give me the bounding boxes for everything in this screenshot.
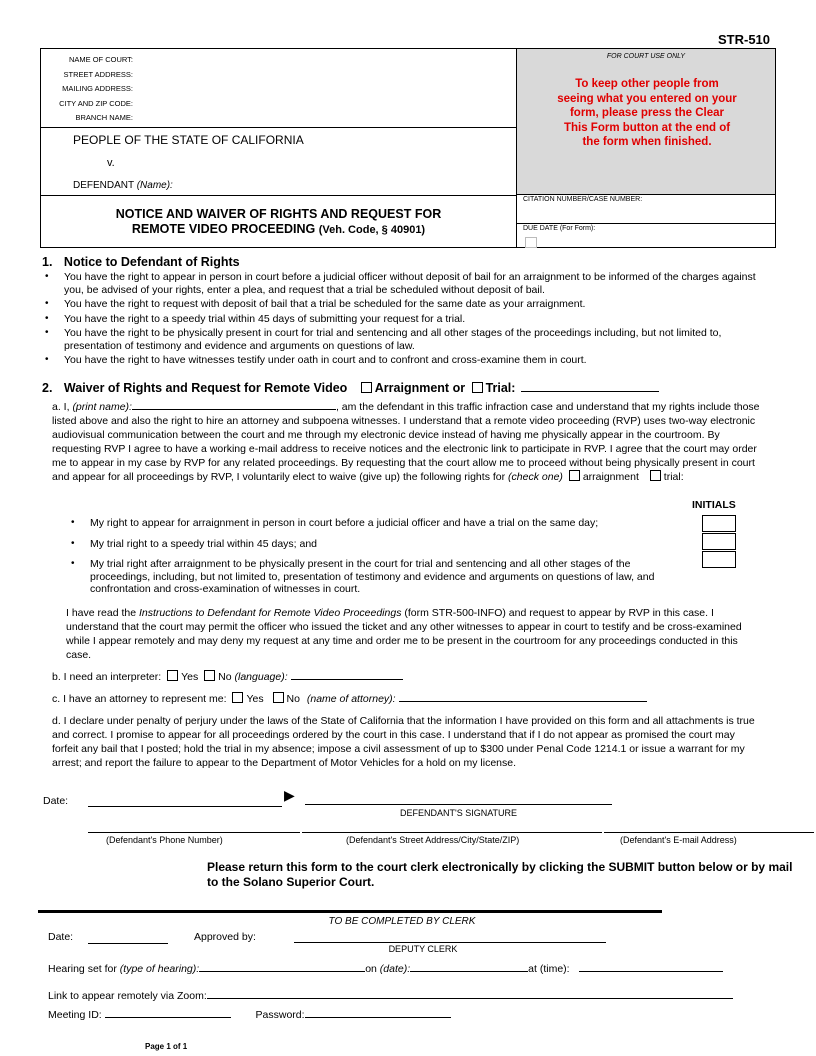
signature-field[interactable] [305, 804, 612, 805]
check-one-hint: (check one) [508, 471, 563, 483]
versus-label: v. [107, 157, 115, 169]
item-a-label: a. I, [52, 401, 70, 413]
form-title-line2: REMOTE VIDEO PROCEEDING [131, 222, 316, 236]
address-field[interactable] [302, 832, 602, 833]
declaration-paragraph: d. I declare under penalty of perjury under the laws of the State of California that the information I have provided on this form and all attachments is true and correct. I promise to appear for all proceedings ordered by the court in this case. I understand that if I do not appear as promised the court may forfeit any bail that I posted; hold the trial in my absence; impose a civil assessment of up to $300 under Penal Code 1214.1 or issue a warrant for my arrest; and report the failure to appear to the Department of Motor Vehicles for a hold on my license. [52, 715, 755, 769]
list-item: • You have the right to appear in person in court before a judicial officer without deposit of bail for an arraignment to be informed of the charges against you, be advised of your rights, enter a plea, and request that a trial be scheduled without deposit of bail. [42, 271, 762, 296]
rights-list-container [42, 271, 762, 369]
initials-box-arraignment[interactable] [702, 515, 736, 532]
waive-arraignment-label: arraignment [582, 471, 639, 483]
password-field[interactable] [305, 1007, 451, 1018]
hearing-date-field[interactable] [410, 961, 528, 972]
list-item: • You have the right to request with deposit of bail that a trial be scheduled for the same date as your arraignment. [42, 298, 762, 311]
branch-name-label: BRANCH NAME: [75, 113, 133, 122]
sign-date-label: Date: [43, 795, 69, 807]
city-zip-label: CITY AND ZIP CODE: [59, 98, 133, 108]
read-text-end: (form STR-500-INFO) and request to appear by RVP in this case. I understand that the court may permit the officer who issued the ticket and any other witnesses to appear in court to testify and be cross-examined while I appear remotely and may deny my request at any time and order me to be present in the courtroom for any proceedings conducted in this case. [66, 607, 742, 661]
interpreter-yes-label: Yes [181, 671, 199, 683]
caption-divider [41, 127, 516, 128]
list-item: • My trial right to a speedy trial within 45 days; and [68, 538, 678, 551]
hearing-time-label: at (time): [528, 963, 570, 975]
section1-heading [42, 255, 240, 269]
section1-title: Notice to Defendant of Rights [63, 255, 240, 269]
attorney-name-field[interactable] [399, 691, 647, 702]
caption-box [40, 48, 516, 248]
citation-divider [517, 223, 775, 224]
hearing-time-field[interactable] [579, 961, 723, 972]
trial-option-label: Trial: [485, 381, 516, 395]
section2-title: Waiver of Rights and Request for Remote Video [63, 381, 348, 395]
rights-list [42, 271, 762, 367]
hearing-type-field[interactable] [199, 961, 365, 972]
court-use-panel [516, 48, 776, 248]
waive-trial-label: trial: [663, 471, 684, 483]
meeting-id-label: Meeting ID: [48, 1009, 102, 1021]
attorney-no-label: No [286, 693, 300, 705]
instructions-title: Instructions to Defendant for Remote Video Proceedings [138, 607, 402, 619]
street-address-label: STREET ADDRESS: [63, 69, 133, 79]
form-title-code: (Veh. Code, § 40901) [318, 224, 426, 236]
language-hint: (language): [234, 671, 288, 683]
initials-label: INITIALS [692, 499, 736, 511]
people-label: PEOPLE OF THE STATE OF CALIFORNIA [73, 133, 304, 147]
court-info-labels [41, 53, 133, 126]
form-title [41, 207, 516, 238]
signature-label: DEFENDANT'S SIGNATURE [399, 808, 518, 818]
phone-field[interactable] [88, 832, 300, 833]
waive-arraignment-checkbox[interactable] [569, 470, 580, 481]
citation-number-field[interactable]: CITATION NUMBER/CASE NUMBER: [523, 196, 643, 203]
meeting-row [48, 1007, 451, 1022]
trial-checkbox[interactable] [472, 382, 483, 393]
list-item: • You have the right to be physically present in court for trial and sentencing and all other stages of the proceedings including, but not limited to, presentation of testimony and evidence and arguments on questions of law. [42, 327, 762, 352]
hearing-type-hint: (type of hearing): [119, 963, 200, 975]
phone-label: (Defendant's Phone Number) [106, 835, 223, 845]
form-title-line1: NOTICE AND WAIVER OF RIGHTS AND REQUEST FOR [115, 207, 442, 221]
attorney-row [52, 691, 647, 706]
clerk-heading: TO BE COMPLETED BY CLERK [328, 916, 476, 927]
signature-arrow-icon: ▶ [284, 787, 295, 803]
privacy-warning: To keep other people from seeing what you entered on your form, please press the Clear This Form button at the end of the form when finished. [557, 78, 737, 148]
waiver-bullets [68, 517, 678, 596]
section2-heading [42, 381, 659, 395]
list-item: • You have the right to a speedy trial within 45 days of submitting your request for a trial. [42, 313, 762, 326]
deputy-clerk-label: DEPUTY CLERK [388, 944, 458, 954]
meeting-id-field[interactable] [105, 1007, 231, 1018]
attorney-name-hint: (name of attorney): [306, 693, 396, 705]
hearing-row [48, 961, 723, 976]
return-instructions: Please return this form to the court clerk electronically by clicking the SUBMIT button below or by mail to the Solano Superior Court. [207, 860, 793, 889]
form-number: STR-510 [718, 32, 771, 47]
waive-trial-checkbox[interactable] [650, 470, 661, 481]
clerk-divider [38, 910, 662, 913]
waiver-text: , am the defendant in this traffic infraction case and understand that my rights include those listed above and also the right to hire an attorney and subpoena witnesses. I understand that a remote video proceeding (RVP) uses two-way electronic audiovisual communication between the court and me through my electronic device instead of having me physically appear in the courtroom. By requesting RVP I agree to have a working e-mail address to receive notices and the electronic link to participate in RVP. I agree that the court may order me to appear in my case by RVP for any related proceedings. By requesting that the court allow me to proceed without being physically present in court and appear for all proceedings by RVP, I voluntarily elect to waive (give up) the following rights for [52, 401, 760, 483]
defendant-name-hint: (Name): [136, 180, 173, 191]
initials-box-speedy-trial[interactable] [702, 533, 736, 550]
due-date-checkbox[interactable] [525, 237, 537, 248]
instructions-paragraph [66, 606, 764, 662]
email-label: (Defendant's E-mail Address) [620, 835, 737, 845]
defendant-label: DEFENDANT [73, 180, 134, 191]
language-field[interactable] [291, 669, 403, 680]
waiver-paragraph [52, 399, 764, 484]
password-label: Password: [255, 1009, 305, 1021]
zoom-row [48, 988, 733, 1003]
initials-box-presence[interactable] [702, 551, 736, 568]
address-label: (Defendant's Street Address/City/State/ZIP) [346, 835, 520, 845]
court-name-label: NAME OF COURT: [68, 55, 133, 64]
zoom-link-field[interactable] [207, 988, 733, 999]
print-name-hint: (print name): [72, 401, 132, 413]
approved-by-field[interactable] [294, 942, 606, 943]
interpreter-yes-checkbox[interactable] [167, 670, 178, 681]
arraignment-checkbox[interactable] [361, 382, 372, 393]
page-number: Page 1 of 1 [145, 1042, 188, 1051]
trial-type-field[interactable] [521, 381, 659, 392]
approved-by-label: Approved by: [194, 931, 256, 943]
hearing-date-hint: (date): [379, 963, 411, 975]
attorney-label: c. I have an attorney to represent me: [52, 693, 227, 705]
due-date-label: DUE DATE (For Form): [523, 225, 596, 232]
clerk-date-label: Date: [48, 931, 74, 943]
list-item: • My right to appear for arraignment in person in court before a judicial officer and have a trial on the same day; [68, 517, 678, 530]
defendant-name-field[interactable] [73, 180, 173, 191]
section2-number: 2. [42, 381, 53, 395]
zoom-label: Link to appear remotely via Zoom: [48, 990, 207, 1002]
attorney-no-checkbox[interactable] [273, 692, 284, 703]
court-use-box [517, 49, 775, 195]
interpreter-label: b. I need an interpreter: [52, 671, 162, 683]
waiver-list [68, 517, 678, 598]
list-item: • You have the right to have witnesses testify under oath in court and to confront and cross-examine them in court. [42, 354, 762, 367]
interpreter-no-label: No [218, 671, 232, 683]
mailing-address-label: MAILING ADDRESS: [62, 84, 133, 93]
attorney-yes-label: Yes [246, 693, 264, 705]
title-divider [41, 195, 516, 196]
sign-date-field[interactable] [88, 806, 282, 807]
interpreter-row [52, 669, 403, 684]
hearing-label: Hearing set for [48, 963, 117, 975]
list-item: • My trial right after arraignment to be physically present in the court for trial and sentencing and all other stages of the proceedings, including, but not limited to, presentation of testimony and evidence and arguments on questions of law, and confrontation and cross-examination of witnesses in court. [68, 558, 678, 596]
hearing-on-label: on [365, 963, 377, 975]
clerk-date-field[interactable] [88, 943, 168, 944]
attorney-yes-checkbox[interactable] [232, 692, 243, 703]
interpreter-no-checkbox[interactable] [204, 670, 215, 681]
court-use-label: FOR COURT USE ONLY [606, 53, 686, 60]
print-name-field[interactable] [132, 399, 336, 410]
read-text-start: I have read the [66, 607, 137, 619]
arraignment-option-label: Arraignment or [374, 381, 466, 395]
section1-number: 1. [42, 255, 53, 269]
email-field[interactable] [604, 832, 814, 833]
